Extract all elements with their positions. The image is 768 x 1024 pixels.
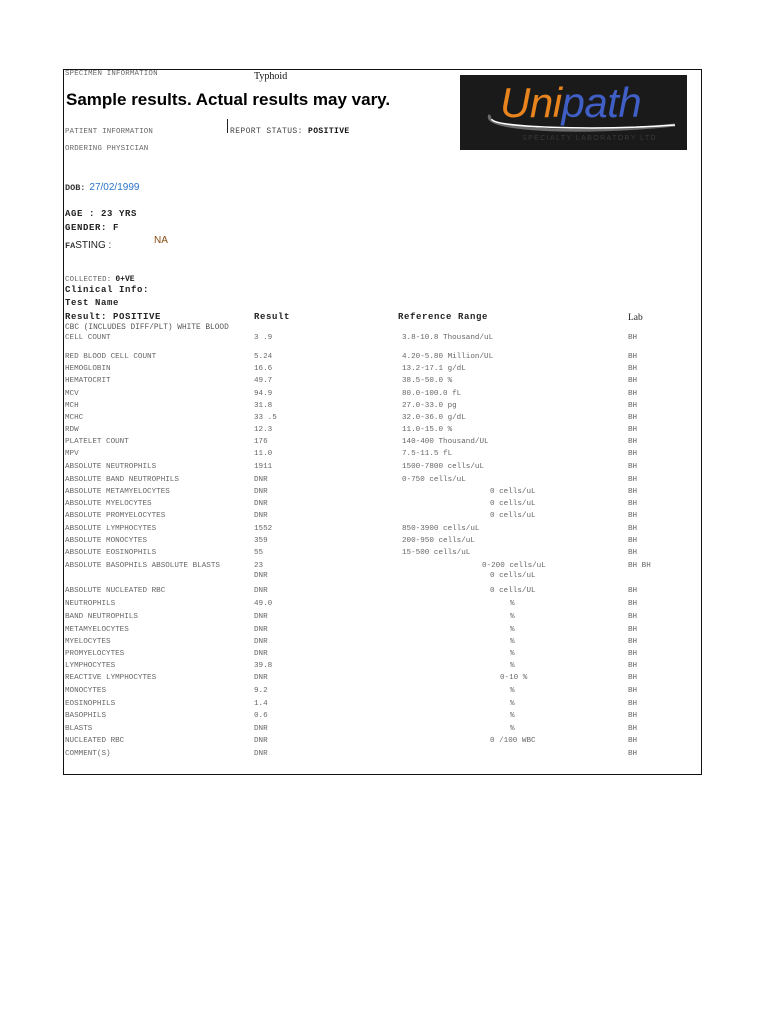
test-name-cell: HEMATOCRIT [65,377,111,385]
reference-range-cell: % [510,600,515,608]
test-name-cell: ABSOLUTE METAMYELOCYTES [65,488,170,496]
table-row [0,476,768,488]
result-cell: 94.9 [254,390,273,398]
sample-notice: Sample results. Actual results may vary. [66,90,391,109]
lab-cell: BH [628,450,638,458]
table-row [0,353,768,365]
report-status [230,127,350,136]
collected-label: COLLECTED: [65,276,112,284]
table-row [0,687,768,699]
test-name-cell: BAND NEUTROPHILS [65,613,138,621]
collected-value: 0+VE [115,275,135,284]
test-name-cell: PLATELET COUNT [65,438,129,446]
test-name-cell: MCHC [65,414,84,422]
lab-cell: BH [628,512,638,520]
reference-range-cell: 7.5-11.5 fL [402,450,453,458]
cbc-panel-label: CBC (INCLUDES DIFF/PLT) WHITE BLOOD [65,324,229,332]
lab-cell: BH [628,488,638,496]
test-name-cell: RED BLOOD CELL COUNT [65,353,157,361]
result-cell: 31.8 [254,402,273,410]
table-row [0,390,768,402]
result-cell: 359 [254,537,268,545]
reference-range-cell: % [510,650,515,658]
reference-range-cell: % [510,725,515,733]
table-row [0,662,768,674]
reference-range-cell: % [510,626,515,634]
table-row [0,549,768,561]
lab-cell: BH [628,390,638,398]
logo-uni: Uni [500,79,562,126]
result-cell: 12.3 [254,426,273,434]
result-cell: 33 .5 [254,414,277,422]
result-cell: 11.0 [254,450,273,458]
table-row [0,626,768,638]
dob-value: 27/02/1999 [89,182,140,193]
clinical-info: Clinical Info: [65,285,150,295]
reference-range-cell: 0 cells/uL [490,488,536,496]
test-name-cell: ABSOLUTE BAND NEUTROPHILS [65,476,179,484]
result-cell: DNR [254,512,268,520]
lab-cell: BH [628,549,638,557]
lab-cell: BH [628,500,638,508]
text-cursor [227,119,228,133]
reference-range-cell: 38.5-50.0 % [402,377,453,385]
result-cell: DNR [254,476,268,484]
table-row [0,525,768,537]
lab-cell: BH [628,353,638,361]
unipath-logo [460,75,687,150]
reference-range-cell: 0 cells/uL [490,500,536,508]
fasting-label-prefix: FA [65,241,76,251]
result-cell: DNR [254,650,268,658]
table-row [0,500,768,512]
reference-range-cell: 0-10 % [500,674,528,682]
result-cell: DNR [254,587,268,595]
table-row [0,426,768,438]
table-row [0,334,768,346]
result-cell: DNR [254,572,268,580]
result-cell: DNR [254,638,268,646]
test-name-cell: ABSOLUTE LYMPHOCYTES [65,525,157,533]
lab-cell: BH [628,613,638,621]
result-cell: DNR [254,725,268,733]
table-row [0,725,768,737]
result-cell: DNR [254,500,268,508]
logo-wordmark [500,79,641,127]
table-row [0,700,768,712]
result-cell: DNR [254,613,268,621]
reference-range-cell: % [510,662,515,670]
logo-tagline: SPECIALTY LABORATORY LTD [522,135,658,142]
reference-range-cell: 80.0-100.0 fL [402,390,462,398]
lab-cell: BH [628,750,638,758]
fasting-value: NA [154,235,168,246]
result-cell: 1911 [254,463,273,471]
lab-cell: BH BH [628,562,651,570]
reference-range-cell: 200-950 cells/uL [402,537,475,545]
lab-cell: BH [628,426,638,434]
specimen-information-label: SPECIMEN INFORMATION [65,70,158,78]
table-row [0,650,768,662]
result-cell: 49.7 [254,377,273,385]
table-row [0,750,768,762]
test-name-cell: NUCLEATED RBC [65,737,125,745]
lab-column-header: Lab [628,313,643,323]
result-column-header: Result [254,312,291,322]
reference-range-cell: 850-3900 cells/uL [402,525,480,533]
reference-range-cell: 0 cells/UL [490,587,536,595]
reference-range-cell: 1500-7800 cells/uL [402,463,485,471]
lab-cell: BH [628,650,638,658]
reference-range-cell: 13.2-17.1 g/dL [402,365,466,373]
lab-cell: BH [628,662,638,670]
result-cell: 1.4 [254,700,268,708]
reference-range-cell: 140-400 Thousand/UL [402,438,489,446]
test-title: Typhoid [254,71,288,82]
reference-range-cell: 15-500 cells/uL [402,549,471,557]
table-row [0,450,768,462]
result-cell: DNR [254,674,268,682]
result-cell: DNR [254,626,268,634]
lab-cell: BH [628,737,638,745]
collected-line [65,268,135,286]
lab-cell: BH [628,414,638,422]
test-name-cell: ABSOLUTE BASOPHILS ABSOLUTE BLASTS [65,562,220,570]
reference-range-cell: % [510,613,515,621]
reference-range-cell: 0-750 cells/uL [402,476,466,484]
table-row [0,674,768,686]
result-cell: 9.2 [254,687,268,695]
lab-cell: BH [628,476,638,484]
reference-range-cell: % [510,712,515,720]
reference-range-cell: 4.20-5.80 Million/UL [402,353,494,361]
reference-range-cell: 3.8-10.8 Thousand/uL [402,334,494,342]
test-name-cell: BASOPHILS [65,712,107,720]
lab-cell: BH [628,600,638,608]
reference-range-column-header: Reference Range [398,312,489,322]
table-row [0,365,768,377]
reference-range-cell: 0-200 cells/uL [482,562,546,570]
report-status-label: REPORT STATUS: [230,127,303,136]
lab-cell: BH [628,377,638,385]
result-cell: 49.0 [254,600,273,608]
lab-cell: BH [628,402,638,410]
test-name-cell: RDW [65,426,79,434]
result-cell: 1552 [254,525,273,533]
test-name-cell: MONOCYTES [65,687,107,695]
lab-cell: BH [628,687,638,695]
gender-line: GENDER: F [65,223,120,233]
test-name-header: Test Name [65,298,120,308]
lab-cell: BH [628,438,638,446]
table-row [0,613,768,625]
patient-information-label: PATIENT INFORMATION [65,128,154,136]
test-name-cell: REACTIVE LYMPHOCYTES [65,674,157,682]
test-name-cell: BLASTS [65,725,93,733]
report-status-value: POSITIVE [308,127,350,136]
table-row [0,737,768,749]
table-row [0,638,768,650]
result-cell: 39.8 [254,662,273,670]
lab-cell: BH [628,525,638,533]
lab-cell: BH [628,712,638,720]
lab-cell: BH [628,725,638,733]
result-cell: 16.6 [254,365,273,373]
result-cell: 55 [254,549,264,557]
table-row [0,512,768,524]
age-line: AGE : 23 YRS [65,209,138,219]
test-name-cell: MCV [65,390,79,398]
ordering-physician-label: ORDERING PHYSICIAN [65,145,149,153]
result-cell: 5.24 [254,353,273,361]
lab-cell: BH [628,587,638,595]
table-row [0,414,768,426]
reference-range-cell: 11.0-15.0 % [402,426,453,434]
table-row [0,488,768,500]
table-row [0,600,768,612]
table-row [0,537,768,549]
table-row [0,377,768,389]
test-name-cell: PROMYELOCYTES [65,650,125,658]
reference-range-cell: 0 cells/uL [490,512,536,520]
test-name-cell: ABSOLUTE EOSINOPHILS [65,549,157,557]
table-row [0,587,768,599]
table-row [0,712,768,724]
logo-path: path [561,79,642,126]
result-summary: Result: POSITIVE [65,312,162,322]
result-cell: 23 [254,562,264,570]
test-name-cell: EOSINOPHILS [65,700,116,708]
reference-range-cell: % [510,700,515,708]
test-name-cell: ABSOLUTE NUCLEATED RBC [65,587,166,595]
lab-cell: BH [628,334,638,342]
test-name-cell: ABSOLUTE MYELOCYTES [65,500,152,508]
test-name-cell: ABSOLUTE NEUTROPHILS [65,463,157,471]
lab-cell: BH [628,537,638,545]
test-name-cell: ABSOLUTE MONOCYTES [65,537,148,545]
test-name-cell: COMMENT(S) [65,750,111,758]
test-name-cell: MCH [65,402,79,410]
reference-range-cell: 0 /100 WBC [490,737,536,745]
test-name-cell: CELL COUNT [65,334,111,342]
test-name-cell: HEMOGLOBIN [65,365,111,373]
dob-line [65,177,139,195]
fasting-line [65,235,111,253]
result-cell: DNR [254,488,268,496]
result-cell: 0.6 [254,712,268,720]
table-row [0,572,768,584]
test-name-cell: ABSOLUTE PROMYELOCYTES [65,512,166,520]
reference-range-cell: % [510,638,515,646]
test-name-cell: NEUTROPHILS [65,600,116,608]
result-cell: DNR [254,750,268,758]
table-row [0,438,768,450]
reference-range-cell: 0 cells/uL [490,572,536,580]
result-cell: 3 .9 [254,334,273,342]
lab-cell: BH [628,700,638,708]
test-name-cell: MYELOCYTES [65,638,111,646]
table-row [0,402,768,414]
lab-cell: BH [628,626,638,634]
lab-cell: BH [628,638,638,646]
test-name-cell: METAMYELOCYTES [65,626,129,634]
lab-cell: BH [628,674,638,682]
test-name-cell: MPV [65,450,79,458]
table-row [0,463,768,475]
result-cell: DNR [254,737,268,745]
dob-label: DOB: [65,183,86,193]
reference-range-cell: 27.0-33.0 pg [402,402,457,410]
lab-cell: BH [628,365,638,373]
reference-range-cell: 32.0-36.0 g/dL [402,414,466,422]
result-cell: 176 [254,438,268,446]
lab-cell: BH [628,463,638,471]
fasting-label: STING : [75,240,112,251]
reference-range-cell: % [510,687,515,695]
test-name-cell: LYMPHOCYTES [65,662,116,670]
